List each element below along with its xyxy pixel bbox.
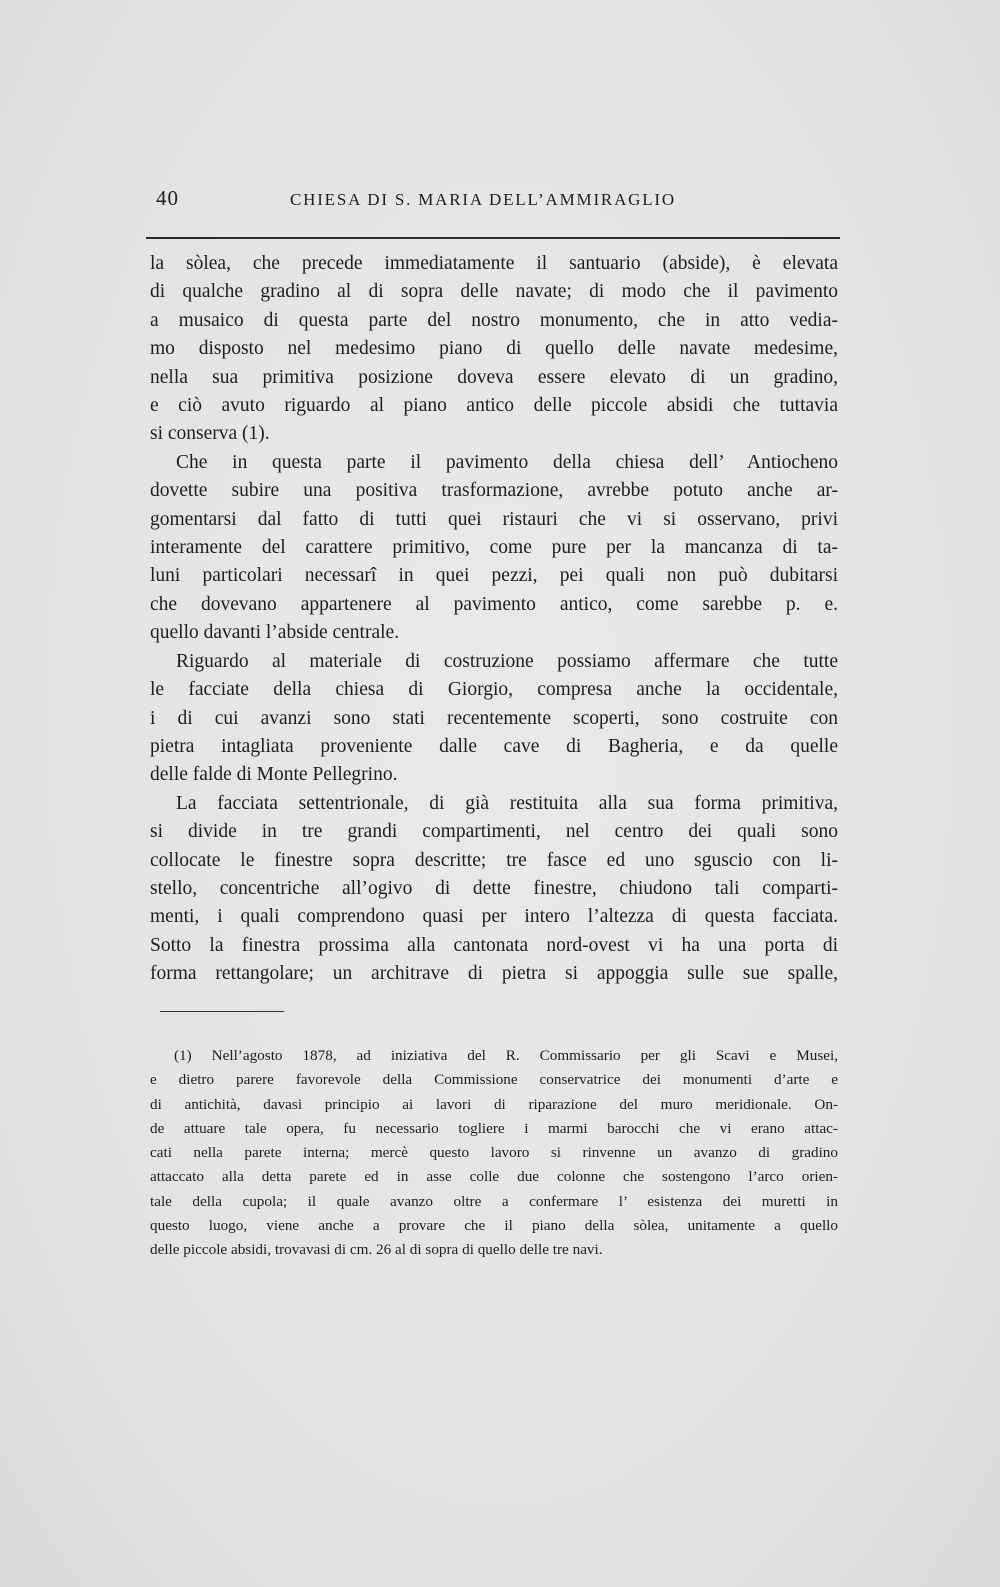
footnote-line: cati nella parete interna; mercè questo lavoro si rinvenne un avanzo di gradino — [150, 1144, 838, 1162]
page-number: 40 — [156, 186, 179, 210]
text-line: Che in questa parte il pavimento della chiesa dell’ Antiocheno — [176, 451, 838, 473]
text-line: luni particolari necessarî in quei pezzi, pei quali non può dubitarsi — [150, 565, 838, 587]
text-line: nella sua primitiva posizione doveva essere elevato di un gradino, — [150, 366, 838, 388]
text-line: La facciata settentrionale, di già restituita alla sua forma primitiva, — [176, 792, 838, 814]
footnote-line: delle piccole absidi, trovavasi di cm. 26 al di sopra di quello delle tre navi. — [150, 1241, 603, 1259]
text-line: mo disposto nel medesimo piano di quello delle navate medesime, — [150, 338, 838, 360]
footnote-line: questo luogo, viene anche a provare che il piano della sòlea, unitamente a quello — [150, 1217, 838, 1235]
header-rule — [146, 237, 840, 239]
text-line: stello, concentriche all’ogivo di dette finestre, chiudono tali comparti- — [150, 877, 838, 899]
text-line: forma rettangolare; un architrave di pietra si appoggia sulle sue spalle, — [150, 963, 838, 985]
body-text — [150, 250, 838, 989]
text-line: a musaico di questa parte del nostro monumento, che in atto vedia- — [150, 309, 838, 331]
text-line: si divide in tre grandi compartimenti, nel centro dei quali sono — [150, 821, 838, 843]
text-line: di qualche gradino al di sopra delle navate; di modo che il pavimento — [150, 281, 838, 303]
running-title: CHIESA DI S. MARIA DELL’AMMIRAGLIO — [290, 190, 676, 209]
footnote — [150, 1044, 838, 1263]
text-line: i di cui avanzi sono stati recentemente scoperti, sono costruite con — [150, 707, 838, 729]
text-line: gomentarsi dal fatto di tutti quei ristauri che vi si osservano, privi — [150, 508, 838, 530]
text-line: dovette subire una positiva trasformazione, avrebbe potuto anche ar- — [150, 480, 838, 502]
text-line: che dovevano appartenere al pavimento antico, come sarebbe p. e. — [150, 593, 838, 615]
footnote-line: e dietro parere favorevole della Commissione conservatrice dei monumenti d’arte e — [150, 1071, 838, 1089]
text-line: quello davanti l’abside centrale. — [150, 622, 400, 644]
text-line: Riguardo al materiale di costruzione possiamo affermare che tutte — [176, 650, 838, 672]
text-line: delle falde di Monte Pellegrino. — [150, 764, 398, 786]
text-line: interamente del carattere primitivo, come pure per la mancanza di ta- — [150, 537, 838, 559]
text-line: menti, i quali comprendono quasi per intero l’altezza di questa facciata. — [150, 906, 838, 928]
footnote-line: di antichità, davasi principio ai lavori di riparazione del muro meridionale. On- — [150, 1095, 838, 1113]
footnote-line: de attuare tale opera, fu necessario togliere i marmi barocchi che vi erano attac- — [150, 1119, 838, 1137]
text-line: le facciate della chiesa di Giorgio, compresa anche la occidentale, — [150, 679, 838, 701]
footnote-line: attaccato alla detta parete ed in asse colle due colonne che sostengono l’arco orien- — [150, 1168, 838, 1186]
text-line: collocate le finestre sopra descritte; tre fasce ed uno sguscio con li- — [150, 849, 838, 871]
text-line: Sotto la finestra prossima alla cantonata nord-ovest vi ha una porta di — [150, 934, 838, 956]
running-head — [150, 186, 840, 216]
text-line: si conserva (1). — [150, 423, 270, 445]
footnote-rule — [160, 1011, 284, 1012]
text-line: pietra intagliata proveniente dalle cave di Bagheria, e da quelle — [150, 735, 838, 757]
footnote-line: tale della cupola; il quale avanzo oltre a confermare l’ esistenza dei muretti in — [150, 1192, 838, 1210]
footnote-line: (1) Nell’agosto 1878, ad iniziativa del R. Commissario per gli Scavi e Musei, — [174, 1047, 838, 1064]
text-line: la sòlea, che precede immediatamente il santuario (abside), è elevata — [150, 253, 838, 274]
text-line: e ciò avuto riguardo al piano antico delle piccole absidi che tuttavia — [150, 395, 838, 417]
